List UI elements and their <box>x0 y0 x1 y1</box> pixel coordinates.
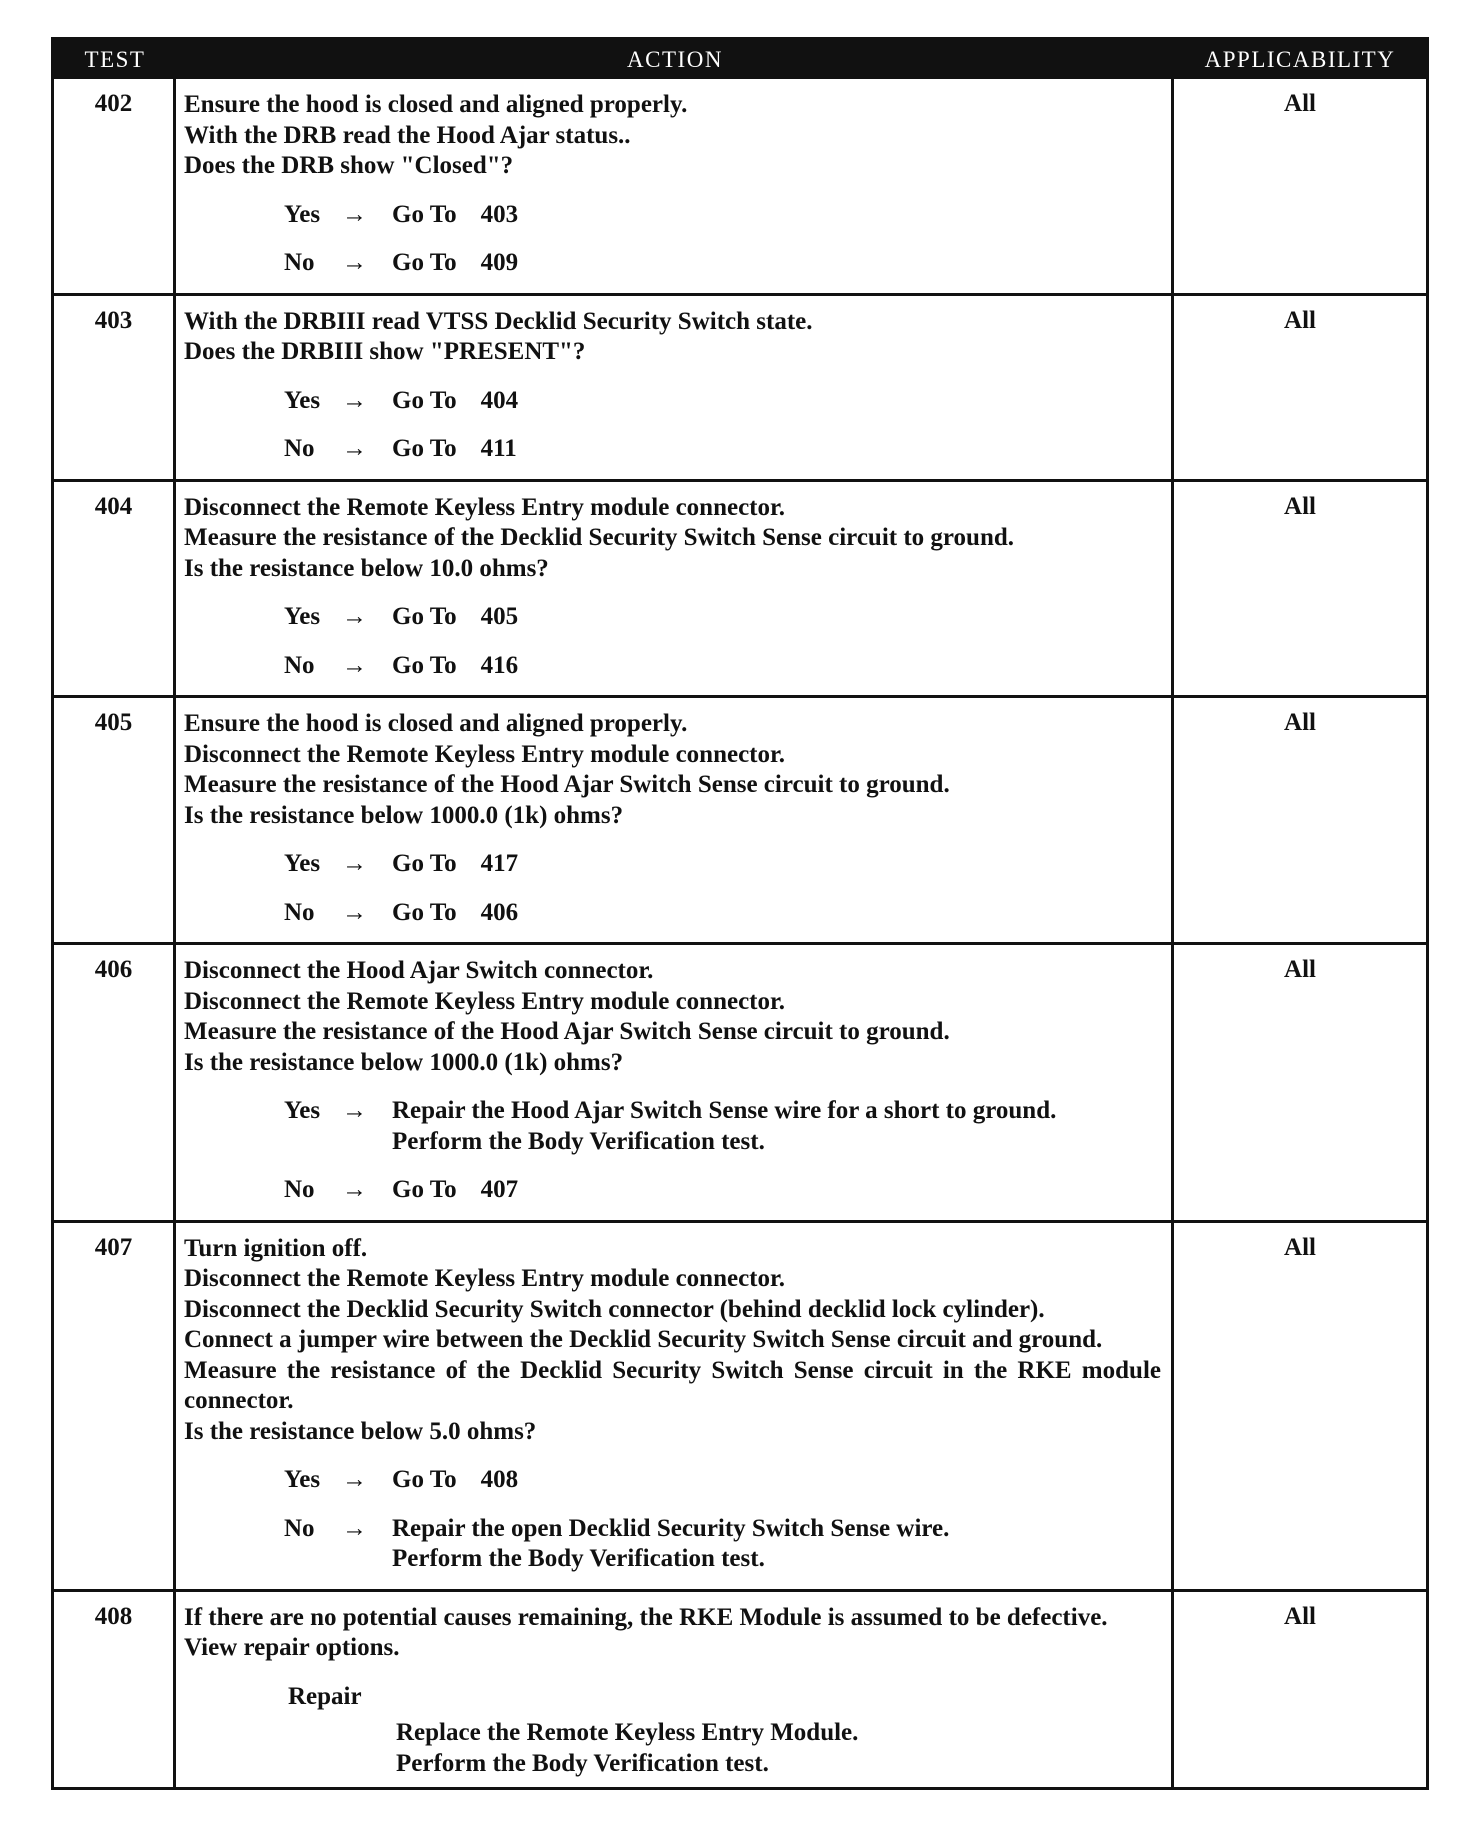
test-number: 406 <box>54 945 176 1220</box>
goto-label: Go To <box>392 1466 457 1493</box>
branch-yes <box>284 200 1161 231</box>
branch-label: Yes <box>284 1097 321 1124</box>
applicability: All <box>1284 306 1316 334</box>
goto-instruction <box>392 898 518 929</box>
arrow-icon: → <box>342 603 367 630</box>
branch-result <box>392 1096 1161 1157</box>
goto-target: 416 <box>480 651 519 679</box>
goto-instruction <box>392 248 518 279</box>
arrow-icon: → <box>342 435 367 462</box>
goto-instruction <box>392 386 518 417</box>
branch-yes <box>284 849 1161 880</box>
action-line: Is the resistance below 5.0 ohms? <box>184 1417 537 1445</box>
goto-target: 405 <box>480 603 519 630</box>
table-row <box>54 1589 1426 1788</box>
goto-label: Go To <box>392 200 457 228</box>
arrow-icon: → <box>342 898 367 926</box>
branch-result <box>392 248 1161 279</box>
branch-result <box>392 434 1161 465</box>
action-line: Ensure the hood is closed and aligned properly. <box>184 91 688 118</box>
branch-yes <box>284 1465 1161 1496</box>
action-line: Disconnect the Remote Keyless Entry module connector. <box>184 1265 786 1292</box>
branch-no <box>284 651 1161 682</box>
branch-result <box>392 386 1161 417</box>
repair-label: Repair <box>288 1682 362 1710</box>
branch-list <box>184 1465 1161 1575</box>
action-line: Connect a jumper wire between the Decklid Security Switch Sense circuit and ground. <box>184 1326 1103 1353</box>
branch-no <box>284 434 1161 465</box>
action-line: With the DRBIII read VTSS Decklid Security Switch state. <box>184 307 813 335</box>
branch-no <box>284 898 1161 929</box>
arrow-icon: → <box>342 1466 367 1493</box>
branch-label: No <box>284 898 315 926</box>
action-line: Disconnect the Remote Keyless Entry module connector. <box>184 987 786 1015</box>
goto-label: Go To <box>392 386 457 414</box>
repair-line: Replace the Remote Keyless Entry Module. <box>396 1719 859 1746</box>
branch-label: Yes <box>284 200 321 228</box>
branch-list <box>184 200 1161 279</box>
goto-instruction <box>392 651 518 682</box>
arrow-icon: → <box>342 200 367 228</box>
goto-instruction <box>392 200 518 231</box>
branch-list <box>184 1096 1161 1206</box>
arrow-icon: → <box>342 1514 367 1542</box>
goto-label: Go To <box>392 603 457 630</box>
header-action: ACTION <box>627 46 723 72</box>
branch-label: No <box>284 651 315 679</box>
branch-label: No <box>284 1514 315 1542</box>
table-row <box>54 293 1426 479</box>
action-line: Measure the resistance of the Hood Ajar Switch Sense circuit to ground. <box>184 1018 950 1045</box>
branch-yes <box>284 1096 1161 1157</box>
action-cell <box>176 296 1174 479</box>
branch-no <box>284 1175 1161 1206</box>
table-row <box>54 695 1426 942</box>
goto-target: 417 <box>480 850 519 877</box>
test-number: 407 <box>54 1223 176 1589</box>
action-line: Is the resistance below 10.0 ohms? <box>184 554 549 582</box>
branch-result <box>392 1465 1161 1496</box>
diagnostic-table <box>51 37 1429 1790</box>
table-row <box>54 1220 1426 1589</box>
test-number: 404 <box>54 482 176 696</box>
action-line: Does the DRB show "Closed"? <box>184 152 514 179</box>
action-line: Disconnect the Remote Keyless Entry module connector. <box>184 493 786 521</box>
branch-label: Yes <box>284 386 321 414</box>
arrow-icon: → <box>342 1097 367 1124</box>
arrow-icon: → <box>342 1176 367 1203</box>
branch-label: No <box>284 435 315 462</box>
branch-result <box>392 849 1161 880</box>
header-applicability: APPLICABILITY <box>1204 46 1396 72</box>
branch-label: Yes <box>284 603 321 630</box>
goto-instruction <box>392 849 518 880</box>
action-cell <box>176 1592 1174 1788</box>
branch-label: No <box>284 249 315 276</box>
branch-result <box>392 1175 1161 1206</box>
action-line: Disconnect the Hood Ajar Switch connector. <box>184 957 654 984</box>
arrow-icon: → <box>342 850 367 877</box>
goto-instruction <box>392 434 517 465</box>
branch-result <box>392 651 1161 682</box>
branch-text: Perform the Body Verification test. <box>392 1545 765 1572</box>
test-number: 403 <box>54 296 176 479</box>
goto-label: Go To <box>392 1176 457 1203</box>
branch-label: No <box>284 1176 315 1203</box>
action-line: Disconnect the Remote Keyless Entry module connector. <box>184 740 786 768</box>
goto-label: Go To <box>392 898 457 926</box>
repair-block <box>184 1682 1161 1780</box>
repair-line: Perform the Body Verification test. <box>396 1749 769 1777</box>
applicability: All <box>1284 90 1316 117</box>
branch-yes <box>284 386 1161 417</box>
action-cell <box>176 945 1174 1220</box>
action-line: Turn ignition off. <box>184 1234 368 1262</box>
arrow-icon: → <box>342 651 367 679</box>
test-number: 408 <box>54 1592 176 1788</box>
branch-label: Yes <box>284 1466 321 1493</box>
goto-target: 404 <box>480 386 519 414</box>
branch-result <box>392 200 1161 231</box>
table-row <box>54 79 1426 293</box>
applicability: All <box>1284 1602 1316 1630</box>
branch-result <box>392 602 1161 633</box>
table-row <box>54 479 1426 696</box>
action-line: View repair options. <box>184 1634 400 1661</box>
action-line: Ensure the hood is closed and aligned properly. <box>184 710 688 737</box>
applicability: All <box>1284 709 1316 736</box>
test-number: 405 <box>54 698 176 942</box>
goto-instruction <box>392 602 518 633</box>
branch-yes <box>284 602 1161 633</box>
goto-target: 403 <box>480 200 519 228</box>
action-line: With the DRB read the Hood Ajar status.. <box>184 121 631 149</box>
goto-instruction <box>392 1175 518 1206</box>
table-row <box>54 942 1426 1220</box>
applicability: All <box>1284 1233 1316 1261</box>
action-line: If there are no potential causes remaining, the RKE Module is assumed to be defective. <box>184 1603 1108 1631</box>
test-number: 402 <box>54 79 176 293</box>
branch-text: Perform the Body Verification test. <box>392 1127 765 1155</box>
action-line: Measure the resistance of the Decklid Security Switch Sense circuit to ground. <box>184 524 1015 551</box>
action-line: Is the resistance below 1000.0 (1k) ohms? <box>184 1048 624 1076</box>
goto-label: Go To <box>392 850 457 877</box>
goto-target: 406 <box>480 898 519 926</box>
action-line: Disconnect the Decklid Security Switch connector (behind decklid lock cylinder). <box>184 1295 1045 1323</box>
goto-label: Go To <box>392 435 457 462</box>
goto-target: 411 <box>480 435 517 462</box>
table-header <box>54 40 1426 79</box>
arrow-icon: → <box>342 249 367 276</box>
table-body <box>54 79 1426 1787</box>
goto-target: 408 <box>480 1466 519 1493</box>
branch-list <box>184 849 1161 928</box>
branch-text: Repair the Hood Ajar Switch Sense wire for a short to ground. <box>392 1097 1057 1124</box>
branch-result <box>392 898 1161 929</box>
goto-label: Go To <box>392 651 457 679</box>
branch-list <box>184 386 1161 465</box>
action-cell <box>176 79 1174 293</box>
action-line: Measure the resistance of the Decklid Security Switch Sense circuit in the RKE module connector. <box>184 1356 1161 1414</box>
action-line: Measure the resistance of the Hood Ajar Switch Sense circuit to ground. <box>184 771 950 798</box>
arrow-icon: → <box>342 386 367 414</box>
header-test: TEST <box>84 46 146 72</box>
action-cell <box>176 482 1174 696</box>
goto-target: 409 <box>480 249 519 276</box>
action-line: Is the resistance below 1000.0 (1k) ohms? <box>184 801 624 829</box>
action-line: Does the DRBIII show "PRESENT"? <box>184 338 586 365</box>
branch-text: Repair the open Decklid Security Switch Sense wire. <box>392 1514 950 1542</box>
applicability: All <box>1284 956 1316 983</box>
branch-no <box>284 248 1161 279</box>
branch-list <box>184 602 1161 681</box>
action-cell <box>176 698 1174 942</box>
applicability: All <box>1284 492 1316 520</box>
goto-label: Go To <box>392 249 457 276</box>
branch-result <box>392 1514 1161 1575</box>
repair-lines <box>288 1718 1161 1779</box>
action-cell <box>176 1223 1174 1589</box>
goto-instruction <box>392 1465 518 1496</box>
branch-no <box>284 1514 1161 1575</box>
goto-target: 407 <box>480 1176 519 1203</box>
branch-label: Yes <box>284 850 321 877</box>
